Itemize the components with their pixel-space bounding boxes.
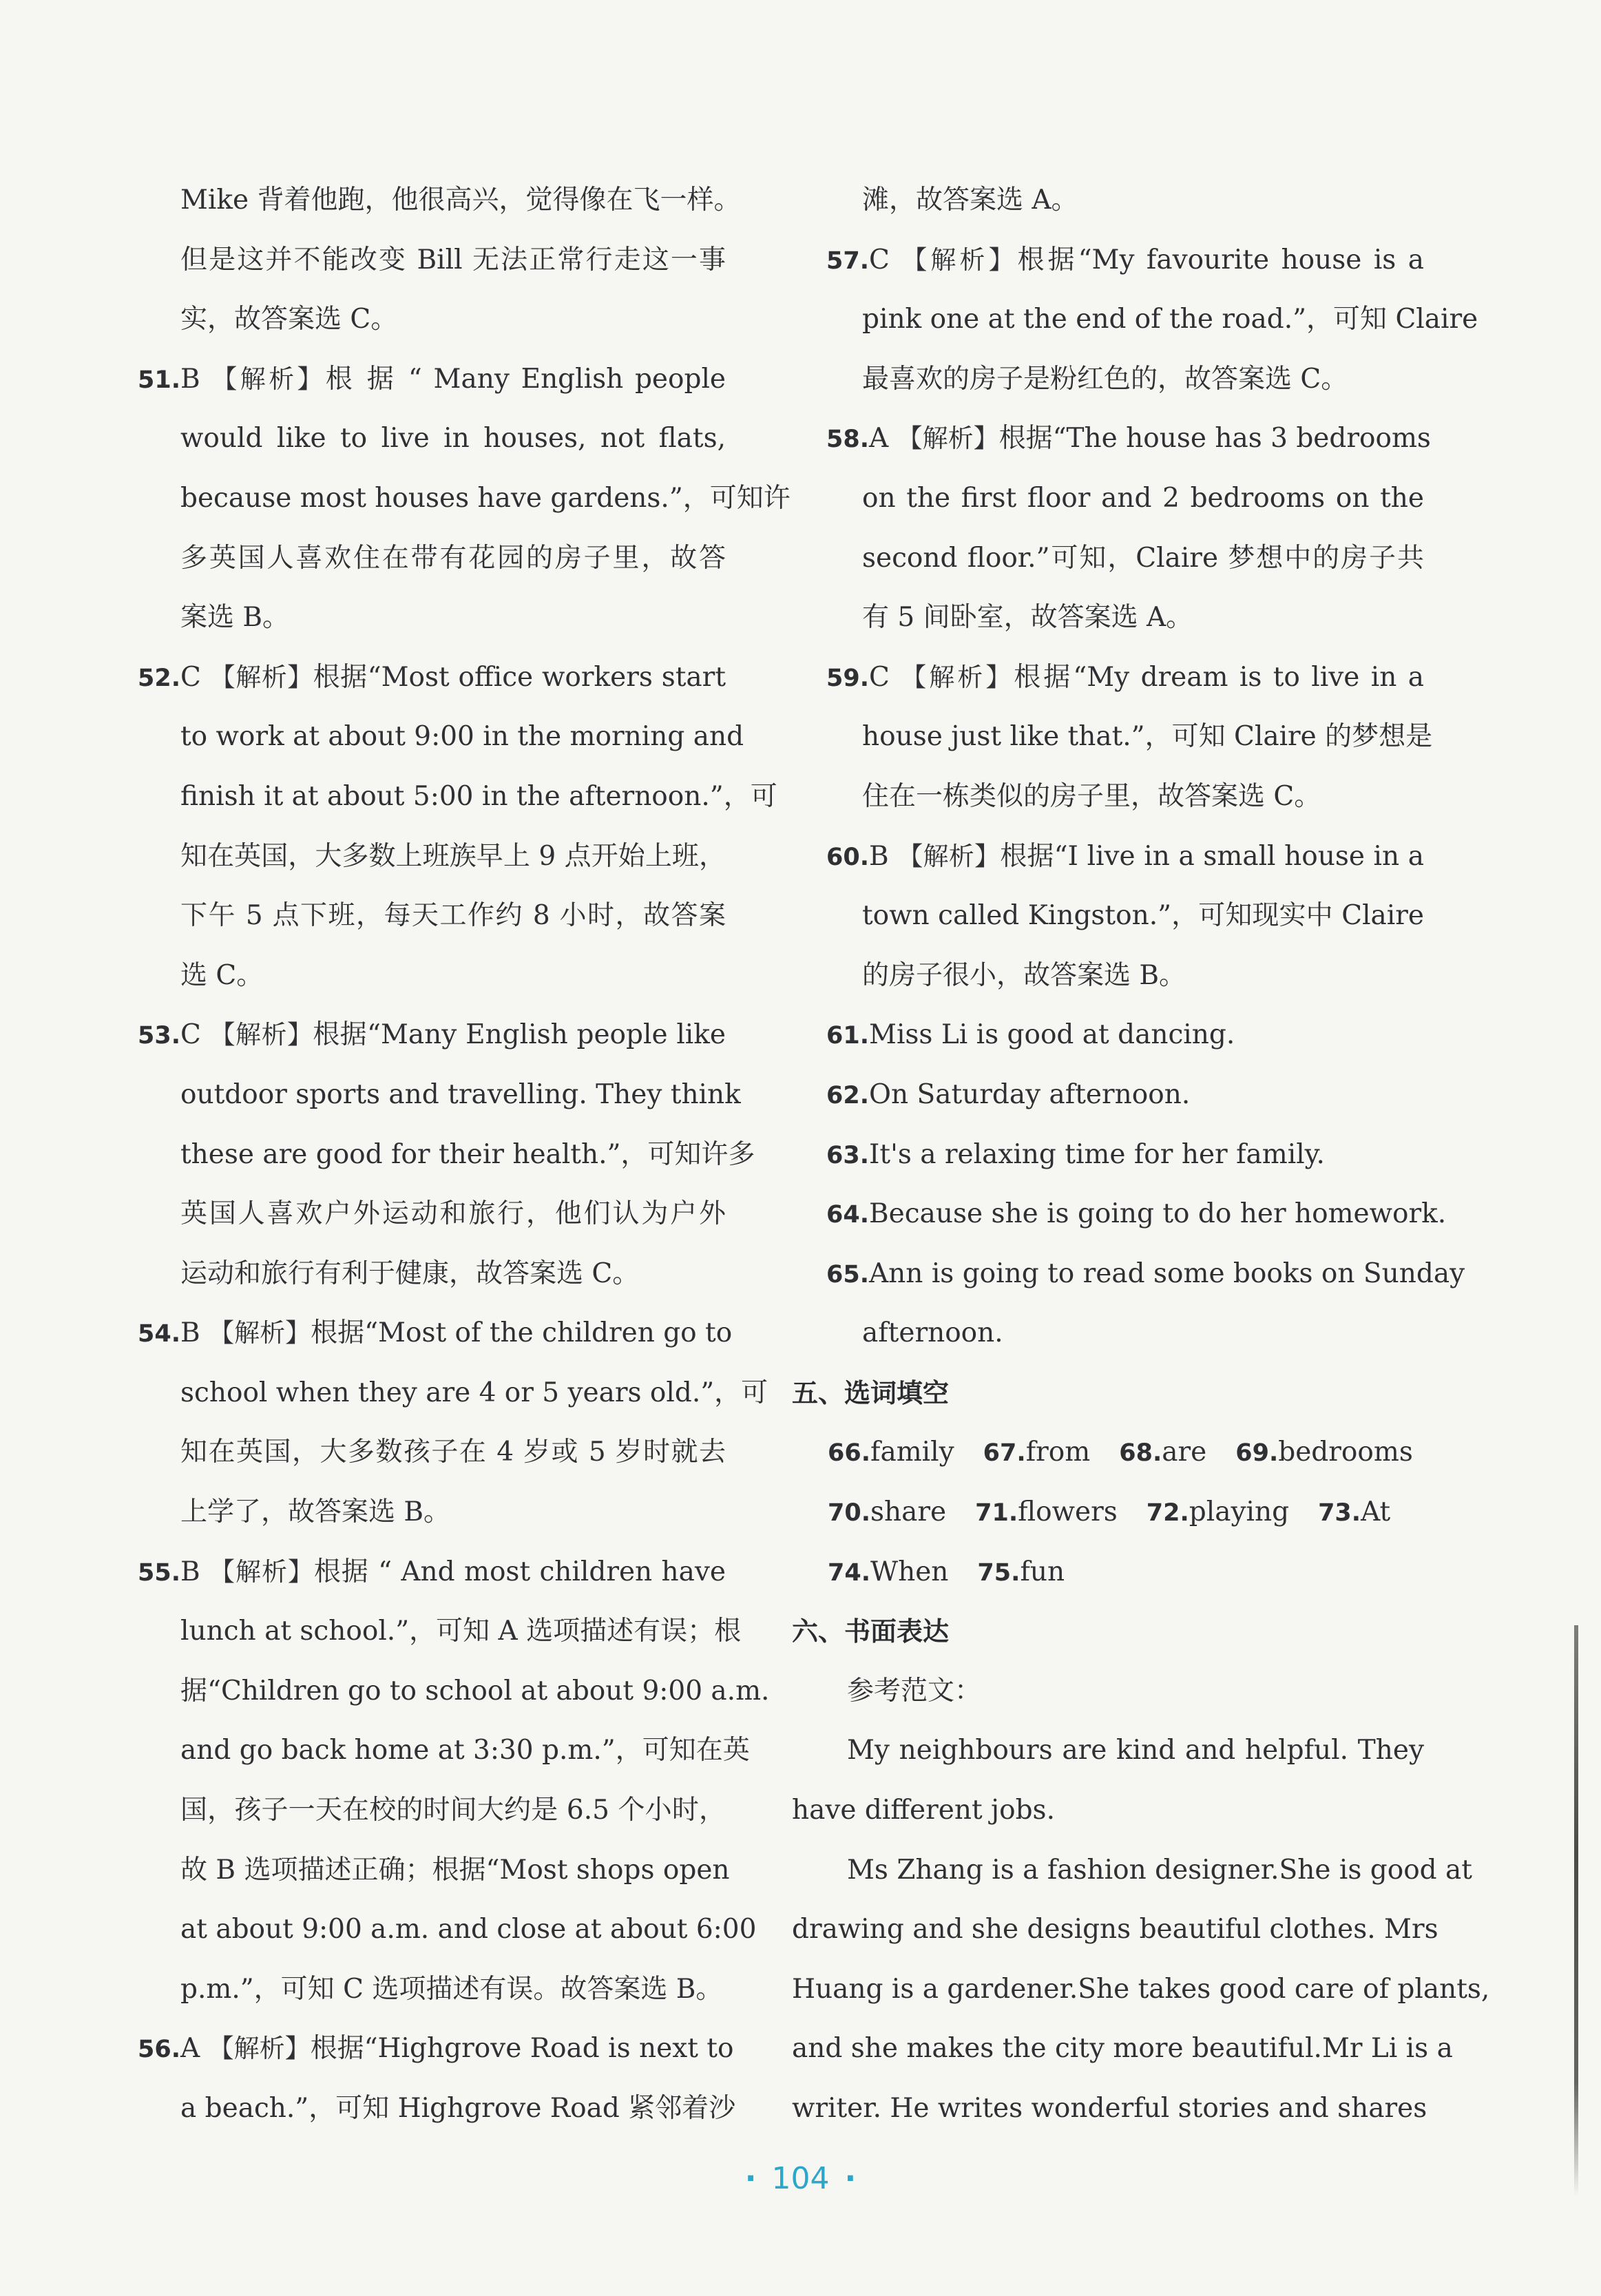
- text-line: [826, 886, 1424, 946]
- word-answer: [1119, 1423, 1206, 1483]
- word-row: [792, 1483, 1424, 1543]
- line-text: Ann is going to read some books on Sunday: [869, 1257, 1465, 1289]
- text-line: [826, 529, 1424, 589]
- word-answer: [1318, 1483, 1390, 1543]
- text-line: [138, 1125, 755, 1185]
- analysis-tag: 【解析】: [209, 1318, 311, 1348]
- answer-letter: A: [869, 423, 889, 455]
- text-line: [138, 2079, 736, 2139]
- item-number: 54.: [138, 1320, 181, 1348]
- line-text: 根据“My favourite house is a: [1017, 244, 1424, 275]
- line-text: house just like that.”，可知 Claire 的梦想是: [862, 721, 1433, 753]
- line-text: have different jobs.: [792, 1795, 1055, 1826]
- answer-letter: B: [869, 840, 889, 872]
- answer-letter: A: [180, 2033, 200, 2065]
- line-text: 住在一栋类似的房子里，故答案选 C。: [862, 780, 1321, 812]
- item-number: 65.: [826, 1260, 870, 1288]
- line-text: 有 5 间卧室，故答案选 A。: [862, 602, 1193, 634]
- answer-letter: B: [180, 1556, 200, 1587]
- answer-item: [826, 1125, 1424, 1185]
- line-text: 知在英国，大多数上班族早上 9 点开始上班，: [180, 840, 726, 872]
- line-text: because most houses have gardens.”，可知许: [180, 482, 791, 514]
- answer-item: [826, 827, 1424, 887]
- answer-item: [826, 1005, 1424, 1065]
- text-line: [138, 946, 726, 1006]
- answer-letter: C: [869, 244, 890, 275]
- word-answer: [975, 1483, 1118, 1543]
- text-line: [138, 1065, 741, 1125]
- text-line: [826, 1304, 1424, 1364]
- line-text: 根据“The house has 3 bedrooms: [998, 423, 1431, 455]
- item-number: 64.: [826, 1201, 870, 1229]
- analysis-tag: 【解析】: [901, 662, 1014, 692]
- word: At: [1361, 1496, 1391, 1528]
- line-text: at about 9:00 a.m. and close at about 6:00: [180, 1914, 757, 1945]
- text-line: [138, 1602, 742, 1662]
- text-line: [792, 2079, 1427, 2139]
- line-text: and she makes the city more beautiful.Mr Li is a: [792, 2033, 1453, 2065]
- line-text: p.m.”，可知 C 选项描述有误。故答案选 B。: [180, 1973, 723, 2005]
- line-text: pink one at the end of the road.”，可知 Claire: [862, 304, 1478, 335]
- line-text: 运动和旅行有利于健康，故答案选 C。: [180, 1257, 640, 1289]
- left-column: [138, 171, 791, 2139]
- line-text: 但是这并不能改变 Bill 无法正常行走这一事: [180, 244, 726, 275]
- line-text: 选 C。: [180, 959, 264, 991]
- item-number: 70.: [828, 1499, 871, 1527]
- answer-item: [138, 648, 726, 708]
- text-line: [826, 588, 1424, 648]
- word-answer: [1147, 1483, 1289, 1543]
- word: share: [870, 1496, 947, 1528]
- line-text: a beach.”，可知 Highgrove Road 紧邻着沙: [180, 2093, 736, 2124]
- analysis-tag: 【解析】: [208, 2034, 311, 2064]
- item-number: 73.: [1318, 1499, 1361, 1527]
- text-line: [792, 1900, 1438, 1960]
- line-text: 案选 B。: [180, 602, 290, 634]
- text-line: [138, 1662, 770, 1722]
- line-text: 国，孩子一天在校的时间大约是 6.5 个小时，: [180, 1795, 726, 1826]
- line-text: 最喜欢的房子是粉红色的，故答案选 C。: [862, 363, 1348, 395]
- item-number: 61.: [826, 1022, 870, 1050]
- line-text: 根据“Most of the children go to: [311, 1317, 733, 1349]
- item-number: 68.: [1119, 1439, 1162, 1468]
- answer-item: [826, 231, 1424, 291]
- text-line: [138, 827, 726, 887]
- text-line: [138, 1721, 750, 1781]
- text-line: [138, 588, 726, 648]
- text-line: [138, 1900, 757, 1960]
- item-number: 71.: [975, 1499, 1018, 1527]
- text-line: [138, 469, 791, 529]
- item-number: 60.: [826, 843, 870, 871]
- word-answer: [1235, 1423, 1413, 1483]
- item-number: 67.: [983, 1439, 1026, 1468]
- line-text: 根据 “ And most children have: [313, 1556, 726, 1587]
- word-answer: [983, 1423, 1091, 1483]
- item-number: 51.: [138, 366, 181, 394]
- item-number: 59.: [826, 664, 870, 692]
- item-number: 69.: [1235, 1439, 1279, 1468]
- item-number: 58.: [826, 426, 870, 454]
- line-text: 根据“Many English people like: [313, 1019, 726, 1051]
- text-line: [792, 1960, 1490, 2020]
- word: family: [870, 1437, 954, 1468]
- line-text: 上学了，故答案选 B。: [180, 1496, 451, 1528]
- word: bedrooms: [1278, 1437, 1413, 1468]
- answer-letter: B: [180, 363, 200, 395]
- line-text: town called Kingston.”，可知现实中 Claire: [862, 900, 1424, 932]
- line-text: 故 B 选项描述正确；根据“Most shops open: [180, 1854, 730, 1886]
- item-number: 55.: [138, 1558, 181, 1587]
- answer-item: [826, 1244, 1465, 1304]
- line-text: 实，故答案选 C。: [180, 304, 398, 335]
- line-text: My neighbours are kind and helpful. They: [847, 1735, 1424, 1766]
- line-text: On Saturday afternoon.: [869, 1078, 1191, 1110]
- line-text: 多英国人喜欢住在带有花园的房子里，故答: [180, 542, 726, 574]
- word: are: [1162, 1437, 1207, 1468]
- text-line: [138, 231, 726, 291]
- line-text: Huang is a gardener.She takes good care of plants,: [792, 1973, 1490, 2005]
- text-line: [138, 529, 726, 589]
- answer-item: [826, 1065, 1424, 1125]
- line-text: Because she is going to do her homework.: [869, 1198, 1447, 1230]
- item-number: 62.: [826, 1081, 870, 1109]
- line-text: would like to live in houses, not flats,: [180, 423, 726, 455]
- word: from: [1025, 1437, 1091, 1468]
- answer-item: [138, 1005, 726, 1065]
- text-line: [138, 1960, 726, 2020]
- sample-essay-label: 参考范文：: [847, 1675, 982, 1707]
- analysis-tag: 【解析】: [211, 364, 326, 394]
- text-line: [826, 469, 1424, 529]
- text-line: [138, 290, 726, 350]
- item-number: 56.: [138, 2036, 181, 2064]
- page-number-value: 104: [771, 2161, 830, 2196]
- answer-letter: C: [869, 661, 890, 693]
- text-line: [826, 767, 1424, 827]
- line-text: and go back home at 3:30 p.m.”，可知在英: [180, 1735, 750, 1766]
- item-number: 52.: [138, 664, 181, 692]
- analysis-tag: 【解析】: [897, 841, 1001, 871]
- page-number: [0, 2161, 1601, 2196]
- analysis-tag: 【解析】: [209, 1020, 313, 1050]
- line-text: 根据“My dream is to live in a: [1014, 661, 1425, 693]
- section-title-fill-blank: 五、选词填空: [792, 1377, 950, 1408]
- word: fun: [1020, 1556, 1065, 1587]
- text-line: [792, 1781, 1424, 1841]
- text-line: [138, 767, 777, 827]
- item-number: 75.: [977, 1558, 1021, 1587]
- text-line: [792, 1841, 1472, 1901]
- line-text: 根据“Most office workers start: [313, 661, 726, 693]
- answer-item: [138, 350, 726, 410]
- line-text: Ms Zhang is a fashion designer.She is good at: [847, 1854, 1472, 1886]
- line-text: 根 据 “ Many English people: [325, 363, 726, 395]
- word-row: [792, 1543, 1424, 1603]
- line-text: finish it at about 5:00 in the afternoon.”，可: [180, 780, 777, 812]
- page-number-dot-left: ·: [744, 2161, 757, 2196]
- item-number: 57.: [826, 247, 870, 275]
- text-line: [138, 1781, 726, 1841]
- text-line: [138, 1364, 768, 1423]
- text-line: [792, 1721, 1424, 1781]
- line-text: 据“Children go to school at about 9:00 a.m.: [180, 1675, 770, 1707]
- text-line: [138, 1483, 726, 1543]
- analysis-tag: 【解析】: [209, 1556, 314, 1587]
- text-line: [138, 1244, 726, 1304]
- item-number: 53.: [138, 1022, 181, 1050]
- page-number-dot-right: ·: [844, 2161, 857, 2196]
- answer-item: [138, 1304, 733, 1364]
- word-answer: [828, 1483, 946, 1543]
- line-text: 知在英国，大多数孩子在 4 岁或 5 岁时就去: [180, 1437, 726, 1468]
- answer-item: [826, 1184, 1447, 1244]
- right-column: [792, 171, 1490, 2139]
- item-number: 74.: [828, 1558, 871, 1587]
- answer-letter: B: [180, 1317, 200, 1349]
- line-text: school when they are 4 or 5 years old.”，可: [180, 1377, 768, 1408]
- line-text: 下午 5 点下班，每天工作约 8 小时，故答案: [180, 900, 726, 932]
- line-text: to work at about 9:00 in the morning and: [180, 721, 744, 753]
- line-text: It's a relaxing time for her family.: [869, 1138, 1325, 1170]
- line-text: lunch at school.”，可知 A 选项描述有误；根: [180, 1616, 742, 1647]
- analysis-tag: 【解析】: [897, 424, 999, 454]
- text-line: [138, 1184, 726, 1244]
- answer-letter: C: [180, 661, 201, 693]
- item-number: 72.: [1146, 1499, 1189, 1527]
- line-text: outdoor sports and travelling. They think: [180, 1078, 741, 1110]
- line-text: these are good for their health.”，可知许多: [180, 1138, 755, 1170]
- line-text: 滩，故答案选 A。: [862, 185, 1078, 216]
- text-line: [826, 946, 1424, 1006]
- word-row: [792, 1423, 1424, 1483]
- line-text: Mike 背着他跑，他很高兴，觉得像在飞一样。: [180, 185, 741, 216]
- text-line: [138, 1423, 726, 1483]
- text-line: [138, 409, 726, 469]
- analysis-tag: 【解析】: [901, 244, 1018, 275]
- line-text: 的房子很小，故答案选 B。: [862, 959, 1186, 991]
- scan-edge-mark: [1574, 1625, 1578, 2197]
- text-line: [826, 290, 1478, 350]
- text-line: [826, 171, 1424, 231]
- line-text: second floor.”可知，Claire 梦想中的房子共: [862, 542, 1424, 574]
- text-line: [138, 707, 744, 767]
- line-text: 英国人喜欢户外运动和旅行，他们认为户外: [180, 1198, 726, 1230]
- section-title-writing: 六、书面表达: [792, 1616, 950, 1647]
- text-line: [138, 171, 741, 231]
- analysis-tag: 【解析】: [209, 662, 313, 692]
- word: playing: [1189, 1496, 1290, 1528]
- word-answer: [828, 1543, 948, 1603]
- text-line: [792, 2019, 1453, 2079]
- line-text: drawing and she designs beautiful clothes. Mrs: [792, 1914, 1438, 1945]
- line-text: writer. He writes wonderful stories and shares: [792, 2093, 1427, 2124]
- answer-item: [138, 1543, 726, 1603]
- answer-item: [826, 648, 1424, 708]
- line-text: afternoon.: [862, 1317, 1003, 1349]
- word-answer: [828, 1423, 954, 1483]
- text-line: [826, 350, 1424, 410]
- answer-item: [826, 409, 1431, 469]
- item-number: 66.: [828, 1439, 871, 1468]
- item-number: 63.: [826, 1141, 870, 1169]
- line-text: 根据“I live in a small house in a: [1000, 840, 1425, 872]
- line-text: Miss Li is good at dancing.: [869, 1019, 1235, 1051]
- line-text: on the first floor and 2 bedrooms on the: [862, 482, 1424, 514]
- answers-57-65: [792, 171, 1478, 1364]
- word: When: [870, 1556, 949, 1587]
- answer-item: [138, 2019, 734, 2079]
- text-line: [138, 886, 726, 946]
- word-answer: [977, 1543, 1065, 1603]
- answer-letter: C: [180, 1019, 201, 1051]
- line-text: 根据“Highgrove Road is next to: [310, 2033, 734, 2065]
- word: flowers: [1018, 1496, 1118, 1528]
- text-line: [826, 707, 1433, 767]
- text-line: [138, 1841, 730, 1901]
